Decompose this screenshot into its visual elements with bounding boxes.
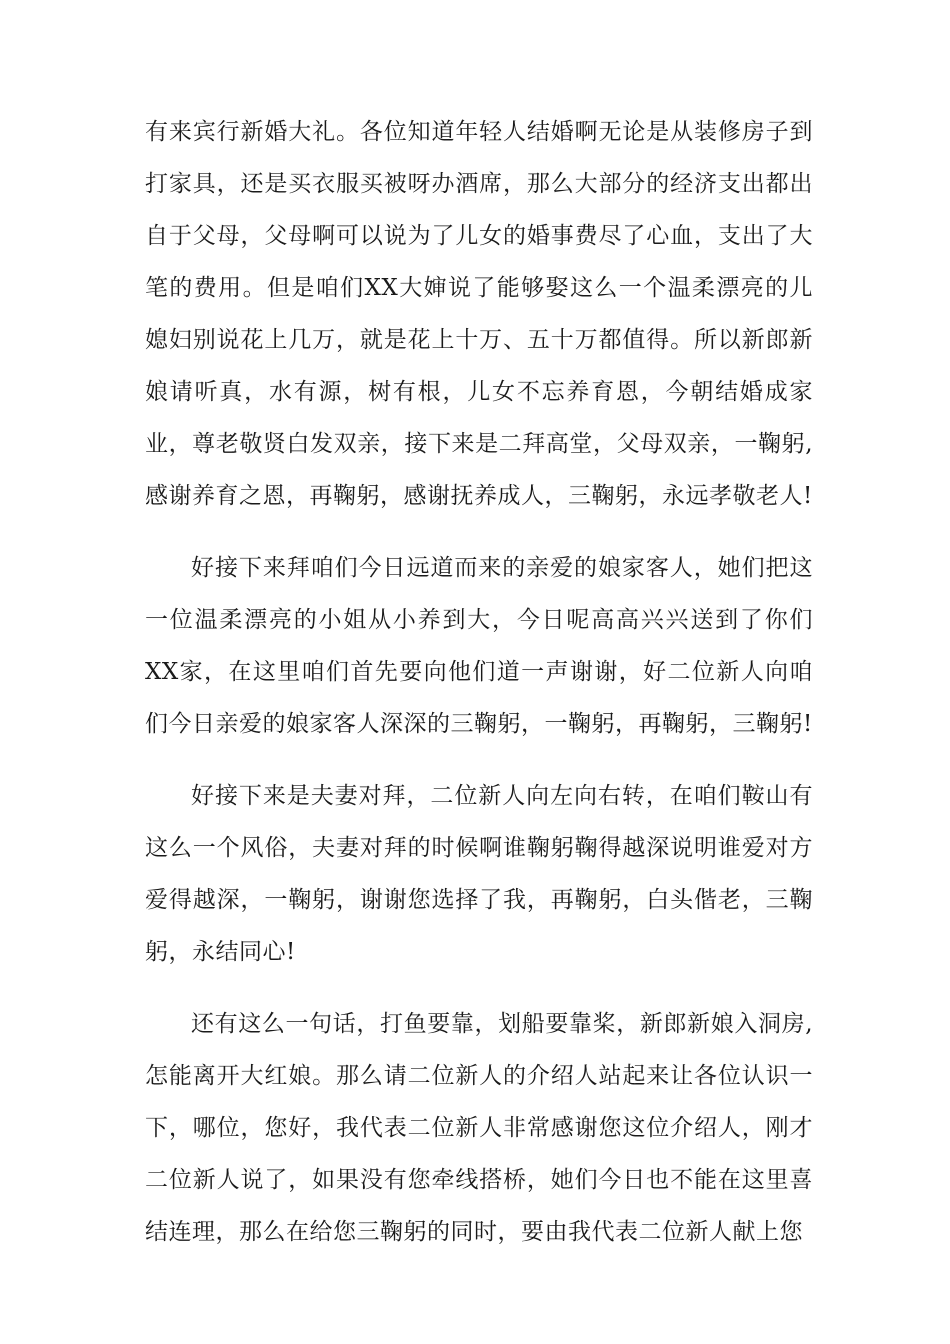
document-body: [145, 106, 813, 1278]
paragraph-2: 好接下来拜咱们今日远道而来的亲爱的娘家客人，她们把这一位温柔漂亮的小姐从小养到大，今日呢高高兴兴送到了你们XX家，在这里咱们首先要向他们道一声谢谢，好二位新人向咱们今日亲爱的娘家客人深深的三鞠躬，一鞠躬，再鞠躬，三鞠躬!: [145, 555, 813, 737]
paragraph-1: 有来宾行新婚大礼。各位知道年轻人结婚啊无论是从装修房子到打家具，还是买衣服买被呀办酒席，那么大部分的经济支出都出自于父母，父母啊可以说为了儿女的婚事费尽了心血，支出了大笔的费用。但是咱们XX大婶说了能够娶这么一个温柔漂亮的儿媳妇别说花上几万，就是花上十万、五十万都值得。所以新郎新娘请听真，水有源，树有根，儿女不忘养育恩，今朝结婚成家业，尊老敬贤白发双亲，接下来是二拜高堂，父母双亲，一鞠躬,感谢养育之恩，再鞠躬，感谢抚养成人，三鞠躬，永远孝敬老人!: [145, 119, 813, 509]
paragraph-4: 还有这么一句话，打鱼要靠，划船要靠桨，新郎新娘入洞房,怎能离开大红娘。那么请二位新人的介绍人站起来让各位认识一下，哪位，您好，我代表二位新人非常感谢您这位介绍人，刚才二位新人说了，如果没有您牵线搭桥，她们今日也不能在这里喜结连理，那么在给您三鞠躬的同时，要由我代表二位新人献上您: [145, 1011, 813, 1245]
paragraph-3: 好接下来是夫妻对拜，二位新人向左向右转，在咱们鞍山有这么一个风俗，夫妻对拜的时候啊谁鞠躬鞠得越深说明谁爱对方爱得越深，一鞠躬，谢谢您选择了我，再鞠躬，白头偕老，三鞠躬，永结同心!: [145, 783, 813, 965]
